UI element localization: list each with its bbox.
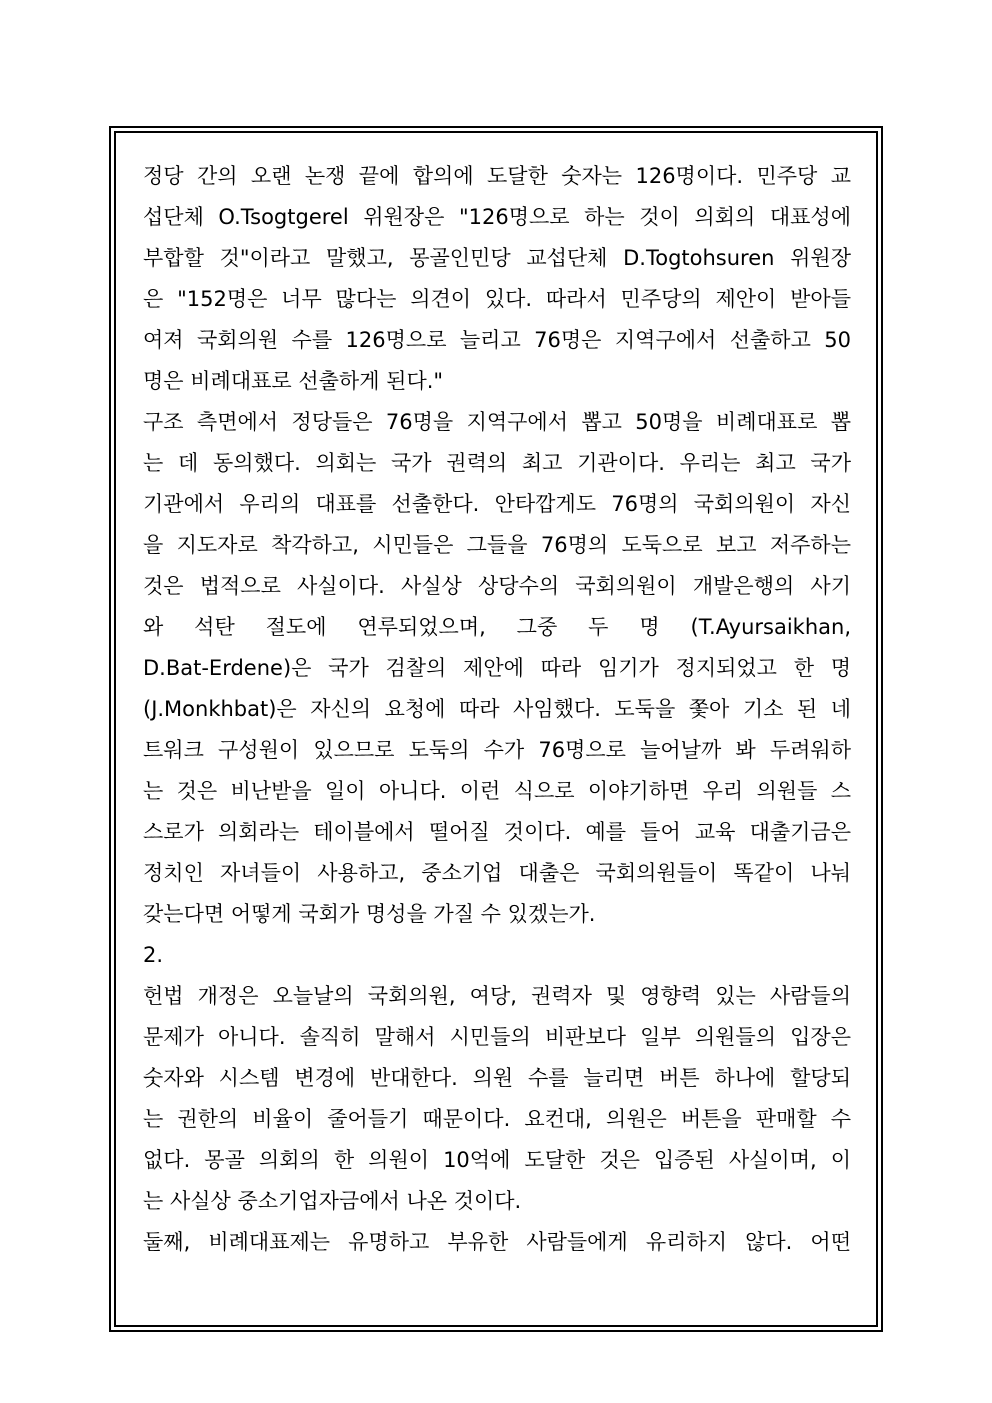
text-line: 2.	[143, 943, 164, 967]
text-line: 는 사실상 중소기업자금에서 나온 것이다.	[143, 1189, 522, 1213]
paragraph-4	[143, 1222, 851, 1263]
text-line: 섭단체 O.Tsogtgerel 위원장은 "126명으로 하는 것이 의회의 대표성에	[143, 205, 851, 229]
text-line: 와 석탄 절도에 연루되었으며, 그중 두 명 (T.Ayursaikhan,	[143, 615, 851, 639]
text-line: 부합할 것"이라고 말했고, 몽골인민당 교섭단체 D.Togtohsuren 위원장	[143, 246, 851, 270]
text-line: 헌법 개정은 오늘날의 국회의원, 여당, 권력자 및 영향력 있는 사람들의	[143, 984, 851, 1008]
text-line: 명은 비례대표로 선출하게 된다."	[143, 369, 444, 393]
text-line: D.Bat-Erdene)은 국가 검찰의 제안에 따라 임기가 정지되었고 한 명	[143, 656, 851, 680]
text-line: 없다. 몽골 의회의 한 의원이 10억에 도달한 것은 입증된 사실이며, 이	[143, 1148, 851, 1172]
text-line: 것은 법적으로 사실이다. 사실상 상당수의 국회의원이 개발은행의 사기	[143, 574, 851, 598]
paragraph-2	[143, 402, 851, 935]
text-line: 구조 측면에서 정당들은 76명을 지역구에서 뽑고 50명을 비례대표로 뽑	[143, 410, 851, 434]
section-number	[143, 935, 851, 976]
text-line: 기관에서 우리의 대표를 선출한다. 안타깝게도 76명의 국회의원이 자신	[143, 492, 851, 516]
paragraph-3	[143, 976, 851, 1222]
text-line: 는 것은 비난받을 일이 아니다. 이런 식으로 이야기하면 우리 의원들 스	[143, 779, 851, 803]
text-line: 을 지도자로 착각하고, 시민들은 그들을 76명의 도둑으로 보고 저주하는	[143, 533, 851, 557]
text-line: 정치인 자녀들이 사용하고, 중소기업 대출은 국회의원들이 똑같이 나눠	[143, 861, 851, 885]
text-line: 은 "152명은 너무 많다는 의견이 있다. 따라서 민주당의 제안이 받아들	[143, 287, 851, 311]
text-line: 숫자와 시스템 변경에 반대한다. 의원 수를 늘리면 버튼 하나에 할당되	[143, 1066, 851, 1090]
text-line: 문제가 아니다. 솔직히 말해서 시민들의 비판보다 일부 의원들의 입장은	[143, 1025, 851, 1049]
text-line: 는 데 동의했다. 의회는 국가 권력의 최고 기관이다. 우리는 최고 국가	[143, 451, 851, 475]
document-body	[143, 156, 851, 1263]
text-line: 스로가 의회라는 테이블에서 떨어질 것이다. 예를 들어 교육 대출기금은	[143, 820, 851, 844]
text-line: 정당 간의 오랜 논쟁 끝에 합의에 도달한 숫자는 126명이다. 민주당 교	[143, 164, 851, 188]
text-line: (J.Monkhbat)은 자신의 요청에 따라 사임했다. 도둑을 쫓아 기소 된 네	[143, 697, 851, 721]
paragraph-1	[143, 156, 851, 402]
text-line: 둘째, 비례대표제는 유명하고 부유한 사람들에게 유리하지 않다. 어떤	[143, 1230, 851, 1254]
text-line: 갖는다면 어떻게 국회가 명성을 가질 수 있겠는가.	[143, 902, 596, 926]
text-line: 는 권한의 비율이 줄어들기 때문이다. 요컨대, 의원은 버튼을 판매할 수	[143, 1107, 851, 1131]
text-line: 트워크 구성원이 있으므로 도둑의 수가 76명으로 늘어날까 봐 두려워하	[143, 738, 851, 762]
text-line: 여져 국회의원 수를 126명으로 늘리고 76명은 지역구에서 선출하고 50	[143, 328, 851, 352]
